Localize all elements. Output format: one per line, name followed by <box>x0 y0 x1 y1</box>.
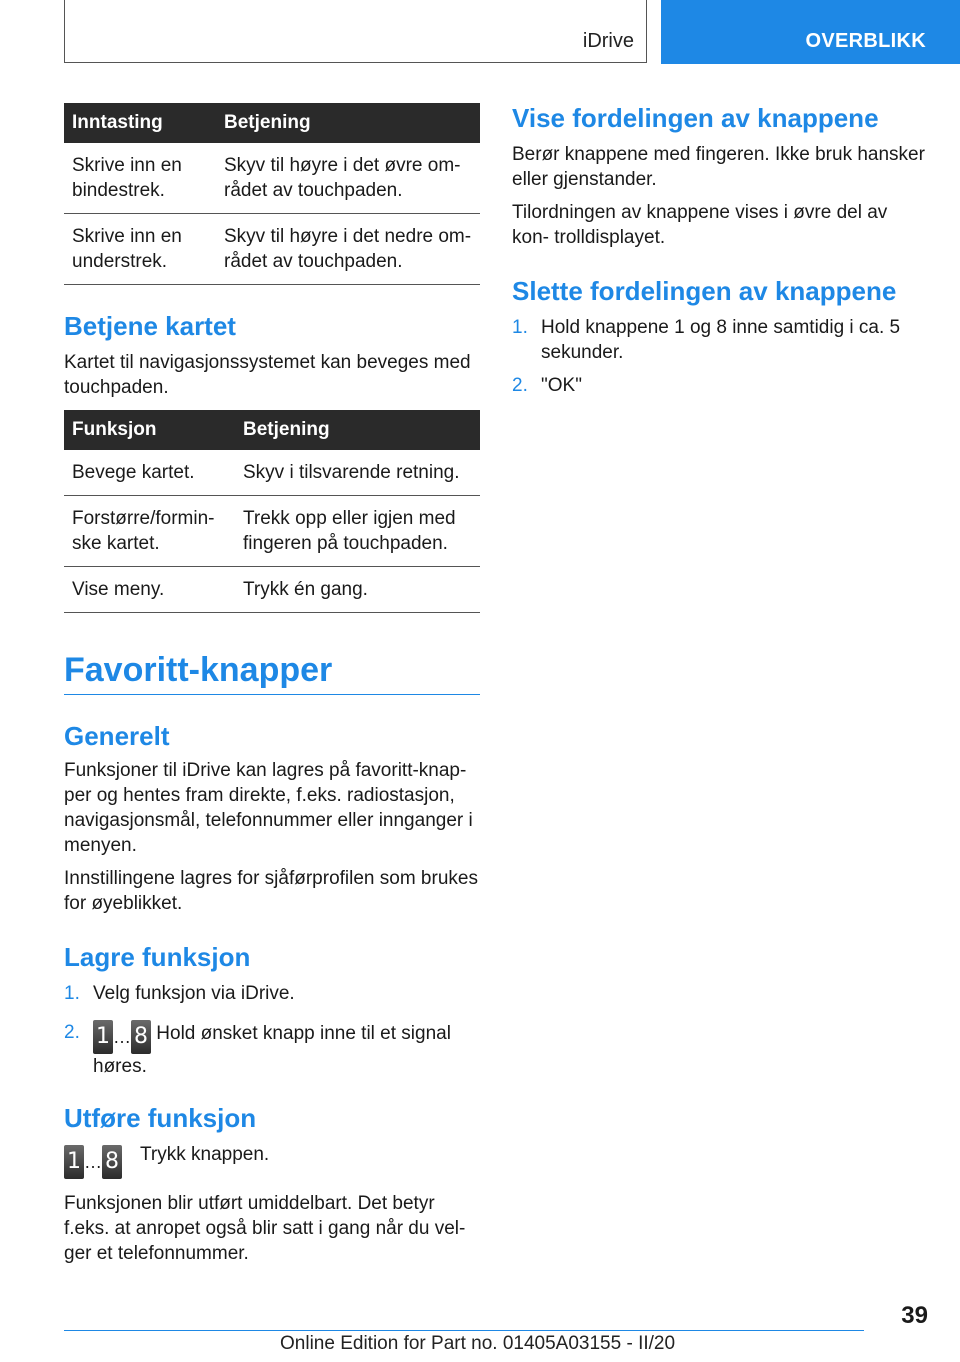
favorite-keys-graphic <box>64 1145 130 1179</box>
general-section-title: Generelt <box>64 721 170 751</box>
step-number: 2. <box>512 375 528 396</box>
list-item <box>512 315 928 365</box>
header-chapter-label: OVERBLIKK <box>805 30 926 52</box>
table-cell: Skrive inn en understrek. <box>64 214 216 285</box>
table-row <box>64 214 480 285</box>
list-item <box>64 981 480 1006</box>
save-steps <box>64 981 480 1079</box>
table-cell: Skrive inn en bindestrek. <box>64 143 216 214</box>
right-column <box>512 103 928 398</box>
table-cell: Skyv til høyre i det nedre om- rådet av touchpaden. <box>216 214 480 285</box>
step-text: Hold ønsket knapp inne til et signal høres. <box>93 1023 451 1077</box>
table-cell: Trykk én gang. <box>235 567 480 613</box>
execute-paragraph: Funksjonen blir utført umiddelbart. Det betyr f.eks. at anropet også blir satt i gang når du vel- ger et telefonnummer. <box>64 1193 466 1264</box>
map-table <box>64 410 480 613</box>
map-section-text: Kartet til navigasjonssystemet kan beveges med touchpaden. <box>64 352 471 398</box>
footer-edition-text: Online Edition for Part no. 01405A03155 - II/20 <box>280 1333 676 1354</box>
map-table-header-function: Funksjon <box>64 410 235 450</box>
execute-text: Trykk knappen. <box>140 1144 270 1165</box>
favorite-key-1-icon: 1 <box>64 1145 84 1179</box>
header-section-label: iDrive <box>582 30 634 52</box>
table-row <box>64 567 480 613</box>
ellipsis: … <box>113 1027 131 1047</box>
table-row <box>64 450 480 496</box>
ellipsis: … <box>84 1152 102 1172</box>
delete-steps <box>512 315 928 398</box>
list-item <box>512 373 928 398</box>
table-cell: Bevege kartet. <box>64 450 235 496</box>
general-paragraph-2: Innstillingene lagres for sjåførprofilen som brukes for øyeblikket. <box>64 868 478 914</box>
header-section-box <box>64 0 647 63</box>
input-table-header-input: Inntasting <box>64 103 216 143</box>
step-number: 2. <box>64 1022 80 1043</box>
header-chapter-tab <box>661 0 960 64</box>
favorites-chapter-title: Favoritt-knapper <box>64 651 480 695</box>
favorite-key-1-icon: 1 <box>93 1020 113 1054</box>
table-cell: Vise meny. <box>64 567 235 613</box>
map-table-header-operation: Betjening <box>235 410 480 450</box>
page-number: 39 <box>901 1302 928 1329</box>
delete-assignment-title: Slette fordelingen av knappene <box>512 276 897 306</box>
general-paragraph-1: Funksjoner til iDrive kan lagres på favoritt-knap- per og hentes fram direkte, f.eks. radiostasjon, navigasjonsmål, telefonnummer eller innganger i menyen. <box>64 760 473 856</box>
list-item <box>64 1020 480 1079</box>
execute-section-title: Utføre funksjon <box>64 1103 257 1133</box>
map-section-title: Betjene kartet <box>64 311 236 341</box>
favorite-key-8-icon: 8 <box>131 1020 151 1054</box>
show-assignment-paragraph-2: Tilordningen av knappene vises i øvre del av kon- trolldisplayet. <box>512 202 888 248</box>
table-cell: Trekk opp eller igjen med fingeren på touchpaden. <box>235 496 480 567</box>
step-text: Velg funksjon via iDrive. <box>93 983 295 1004</box>
table-row <box>64 143 480 214</box>
step-number: 1. <box>64 983 80 1004</box>
save-section-title: Lagre funksjon <box>64 942 251 972</box>
table-cell: Forstørre/formin- ske kartet. <box>64 496 235 567</box>
show-assignment-title: Vise fordelingen av knappene <box>512 103 879 133</box>
favorite-key-8-icon: 8 <box>102 1145 122 1179</box>
input-table-header-operation: Betjening <box>216 103 480 143</box>
left-column <box>64 103 480 1266</box>
footer-divider <box>64 1330 864 1331</box>
footer-edition <box>280 1333 675 1355</box>
input-table <box>64 103 480 285</box>
step-number: 1. <box>512 317 528 338</box>
show-assignment-paragraph-1: Berør knappene med fingeren. Ikke bruk hansker eller gjenstander. <box>512 144 925 190</box>
execute-row <box>64 1142 480 1179</box>
step-text: Hold knappene 1 og 8 inne samtidig i ca. 5 sekunder. <box>541 317 901 363</box>
step-text: "OK" <box>541 375 582 396</box>
table-row <box>64 496 480 567</box>
table-cell: Skyv i tilsvarende retning. <box>235 450 480 496</box>
table-cell: Skyv til høyre i det øvre om- rådet av touchpaden. <box>216 143 480 214</box>
